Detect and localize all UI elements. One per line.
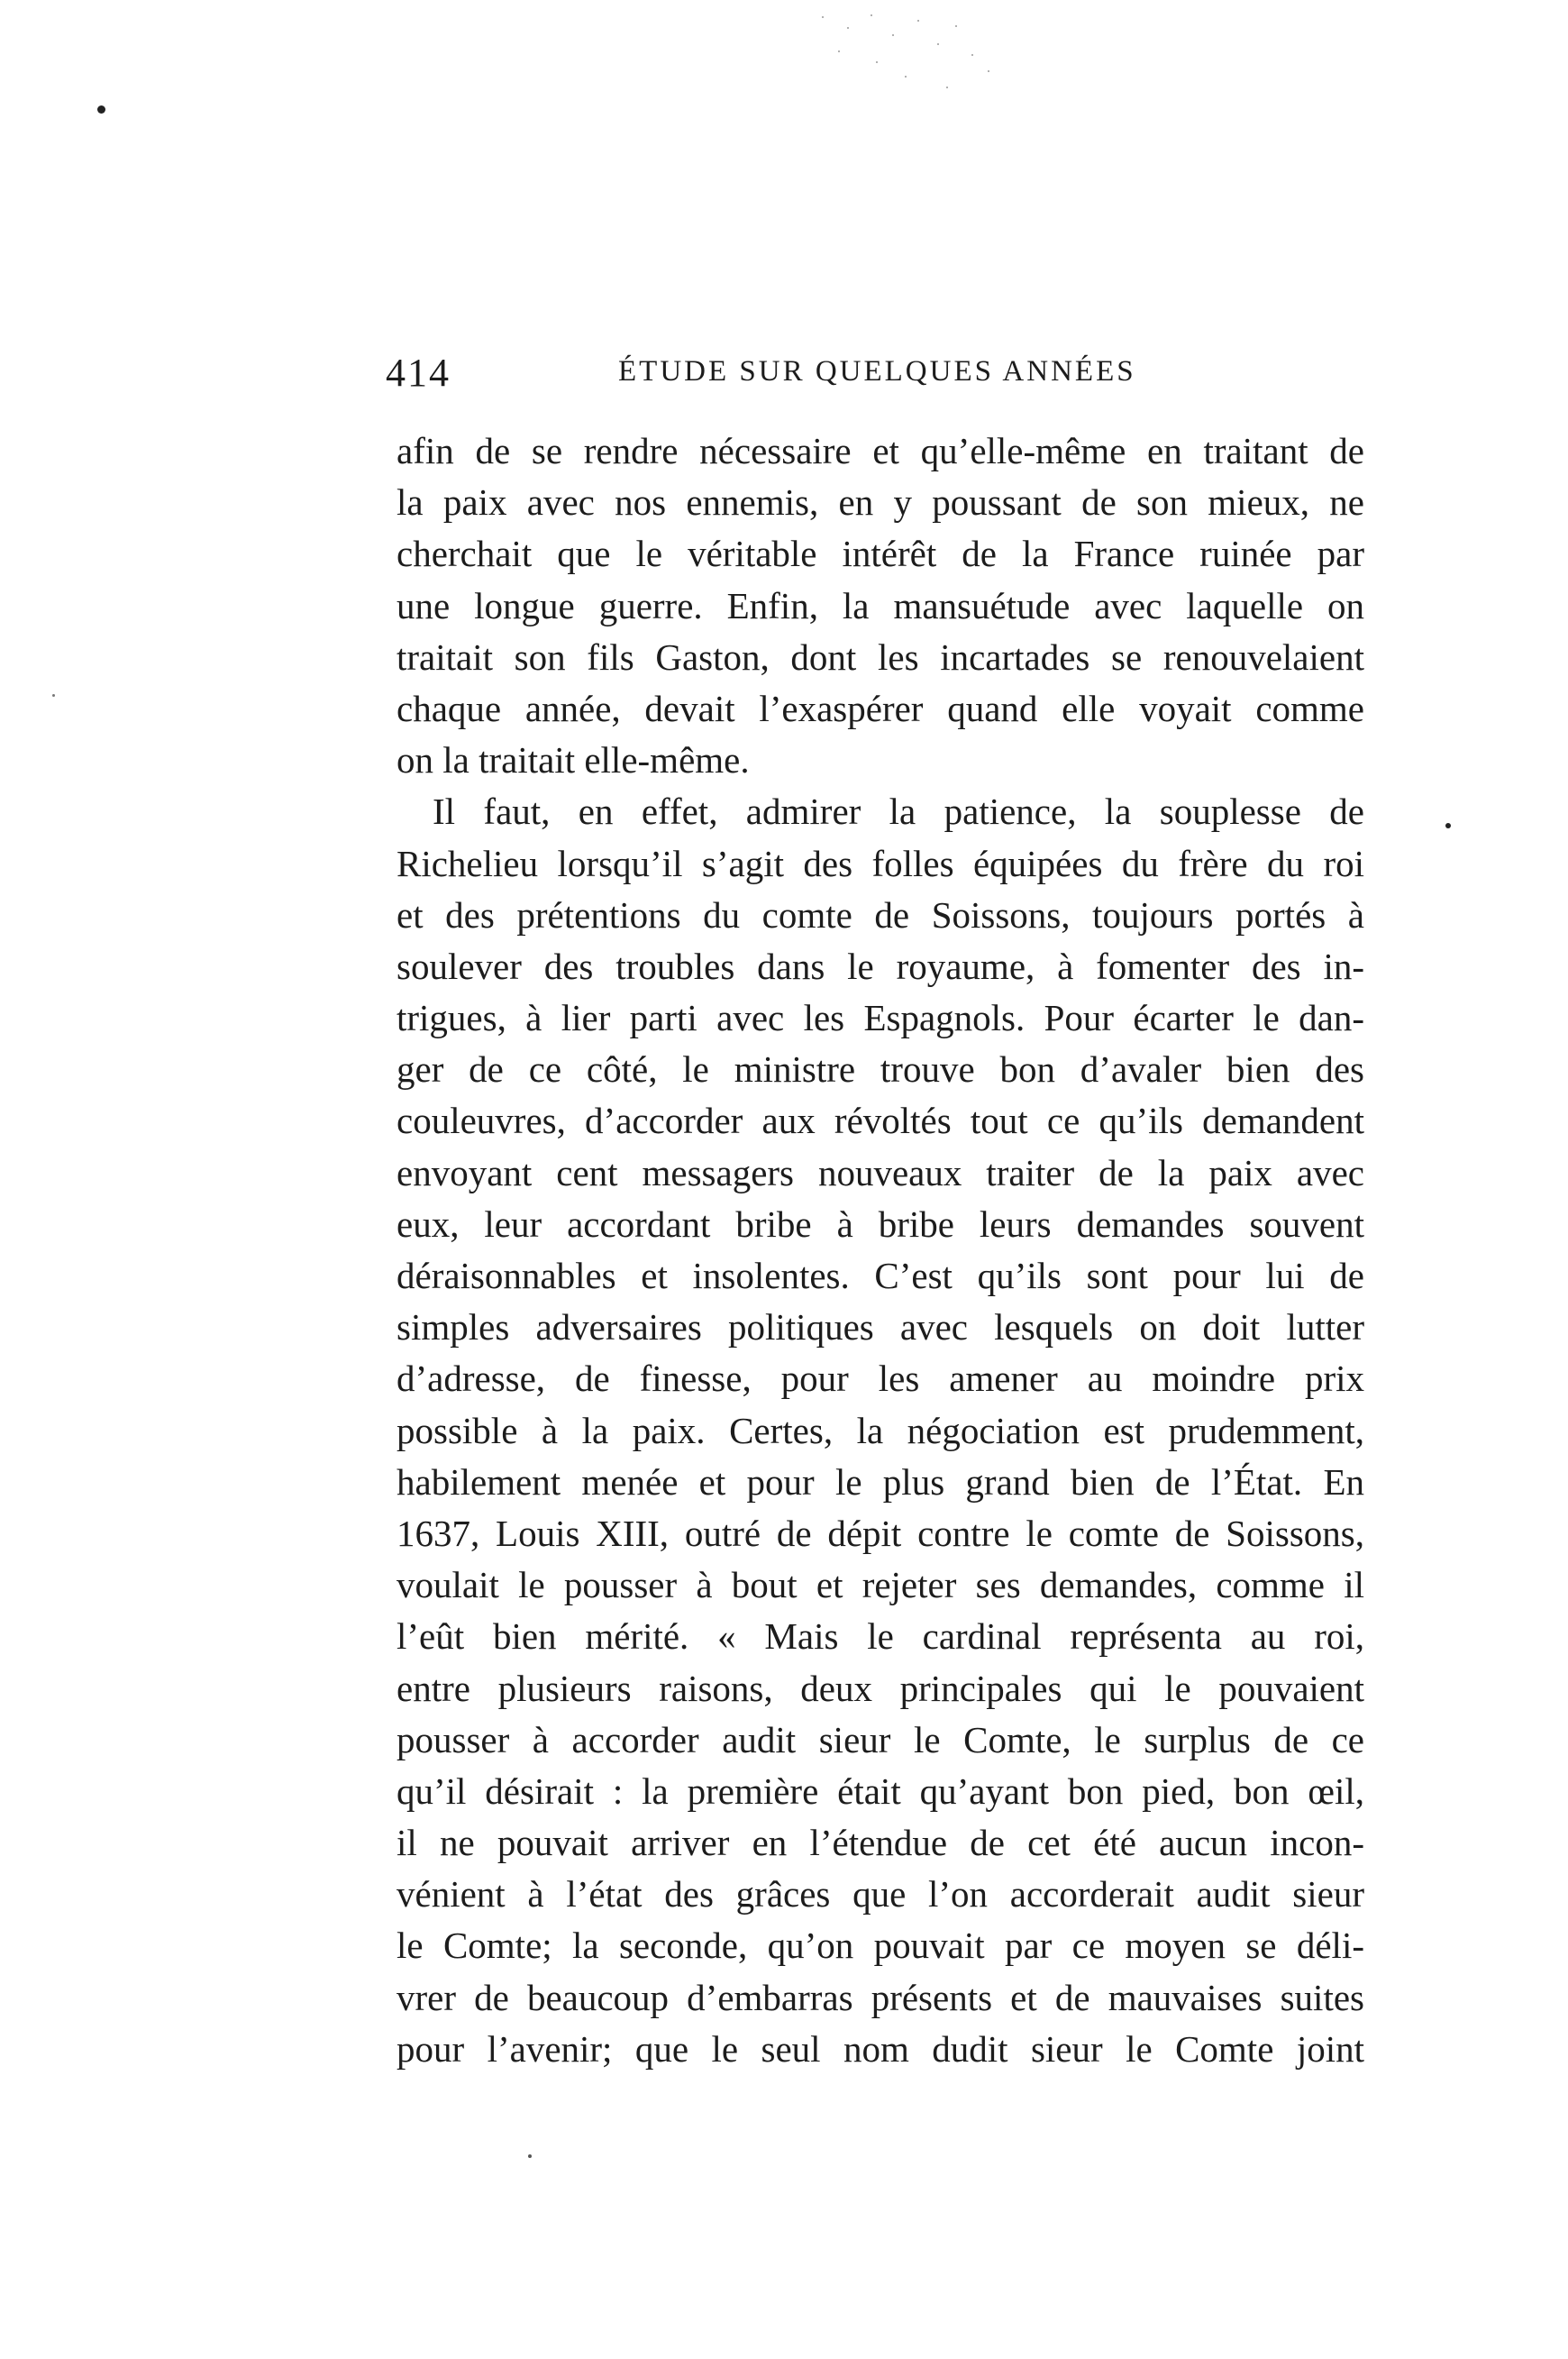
text-line: le Comte; la seconde, qu’on pouvait par ce moyen se déli- xyxy=(397,1925,1364,1967)
text-line: Il faut, en effet, admirer la patience, la souplesse de xyxy=(433,791,1364,833)
running-head xyxy=(386,350,1368,404)
text-line: eux, leur accordant bribe à bribe leurs demandes souvent xyxy=(397,1202,1364,1245)
text-line: l’eût bien mérité. « Mais le cardinal représenta au roi, xyxy=(397,1615,1364,1658)
text-line: d’adresse, de finesse, pour les amener au moindre prix xyxy=(397,1358,1364,1400)
text-line: afin de se rendre nécessaire et qu’elle-même en traitant de xyxy=(397,430,1364,471)
text-line: envoyant cent messagers nouveaux traiter de la paix avec xyxy=(397,1151,1364,1193)
text-line: soulever des troubles dans le royaume, à fomenter des in- xyxy=(397,945,1364,987)
text-line: il ne pouvait arriver en l’étendue de cet été aucun incon- xyxy=(397,1822,1364,1864)
body-text xyxy=(397,425,1364,2075)
ink-speck xyxy=(52,694,55,697)
text-line: pousser à accorder audit sieur le Comte, le surplus de ce xyxy=(397,1718,1364,1760)
text-line: entre plusieurs raisons, deux principales qui le pouvaient xyxy=(397,1667,1364,1709)
text-line: pour l’avenir; que le seul nom dudit sieur le Comte joint xyxy=(397,2027,1364,2070)
text-line: Richelieu lorsqu’il s’agit des folles équipées du frère du roi xyxy=(397,842,1364,884)
ink-speck xyxy=(97,105,105,114)
text-line: on la traitait elle-même. xyxy=(397,739,750,782)
text-line: couleuvres, d’accorder aux révoltés tout ce qu’ils demandent xyxy=(397,1100,1364,1142)
ink-speck xyxy=(1445,823,1451,828)
page-number: 414 xyxy=(386,351,451,395)
text-line: qu’il désirait : la première était qu’ayant bon pied, bon œil, xyxy=(397,1769,1364,1812)
text-line: trigues, à lier parti avec les Espagnols. Pour écarter le dan- xyxy=(397,997,1364,1039)
text-line: déraisonnables et insolentes. C’est qu’ils sont pour lui de xyxy=(397,1255,1364,1296)
text-line: voulait le pousser à bout et rejeter ses demandes, comme il xyxy=(397,1564,1364,1606)
scan-noise xyxy=(811,7,1009,106)
text-line: 1637, Louis XIII, outré de dépit contre le comte de Soissons, xyxy=(397,1512,1364,1554)
text-line: simples adversaires politiques avec lesquels on doit lutter xyxy=(397,1306,1364,1349)
text-line: la paix avec nos ennemis, en y poussant de son mieux, ne xyxy=(397,481,1364,524)
text-line: possible à la paix. Certes, la négociation est prudemment, xyxy=(397,1409,1364,1451)
ink-speck xyxy=(528,2154,532,2158)
text-line: chaque année, devait l’exaspérer quand elle voyait comme xyxy=(397,687,1364,729)
text-line: vénient à l’état des grâces que l’on accorderait audit sieur xyxy=(397,1873,1364,1916)
text-line: cherchait que le véritable intérêt de la France ruinée par xyxy=(397,533,1364,575)
text-line: habilement menée et pour le plus grand bien de l’État. En xyxy=(397,1460,1364,1503)
text-line: vrer de beaucoup d’embarras présents et de mauvaises suites xyxy=(397,1976,1364,2018)
text-line: et des prétentions du comte de Soissons, toujours portés à xyxy=(397,893,1364,936)
text-line: une longue guerre. Enfin, la mansuétude avec laquelle on xyxy=(397,584,1364,626)
text-line: ger de ce côté, le ministre trouve bon d’avaler bien des xyxy=(397,1048,1364,1091)
text-line: traitait son fils Gaston, dont les incartades se renouvelaient xyxy=(397,635,1364,678)
running-head-title: ÉTUDE SUR QUELQUES ANNÉES xyxy=(618,355,1136,388)
